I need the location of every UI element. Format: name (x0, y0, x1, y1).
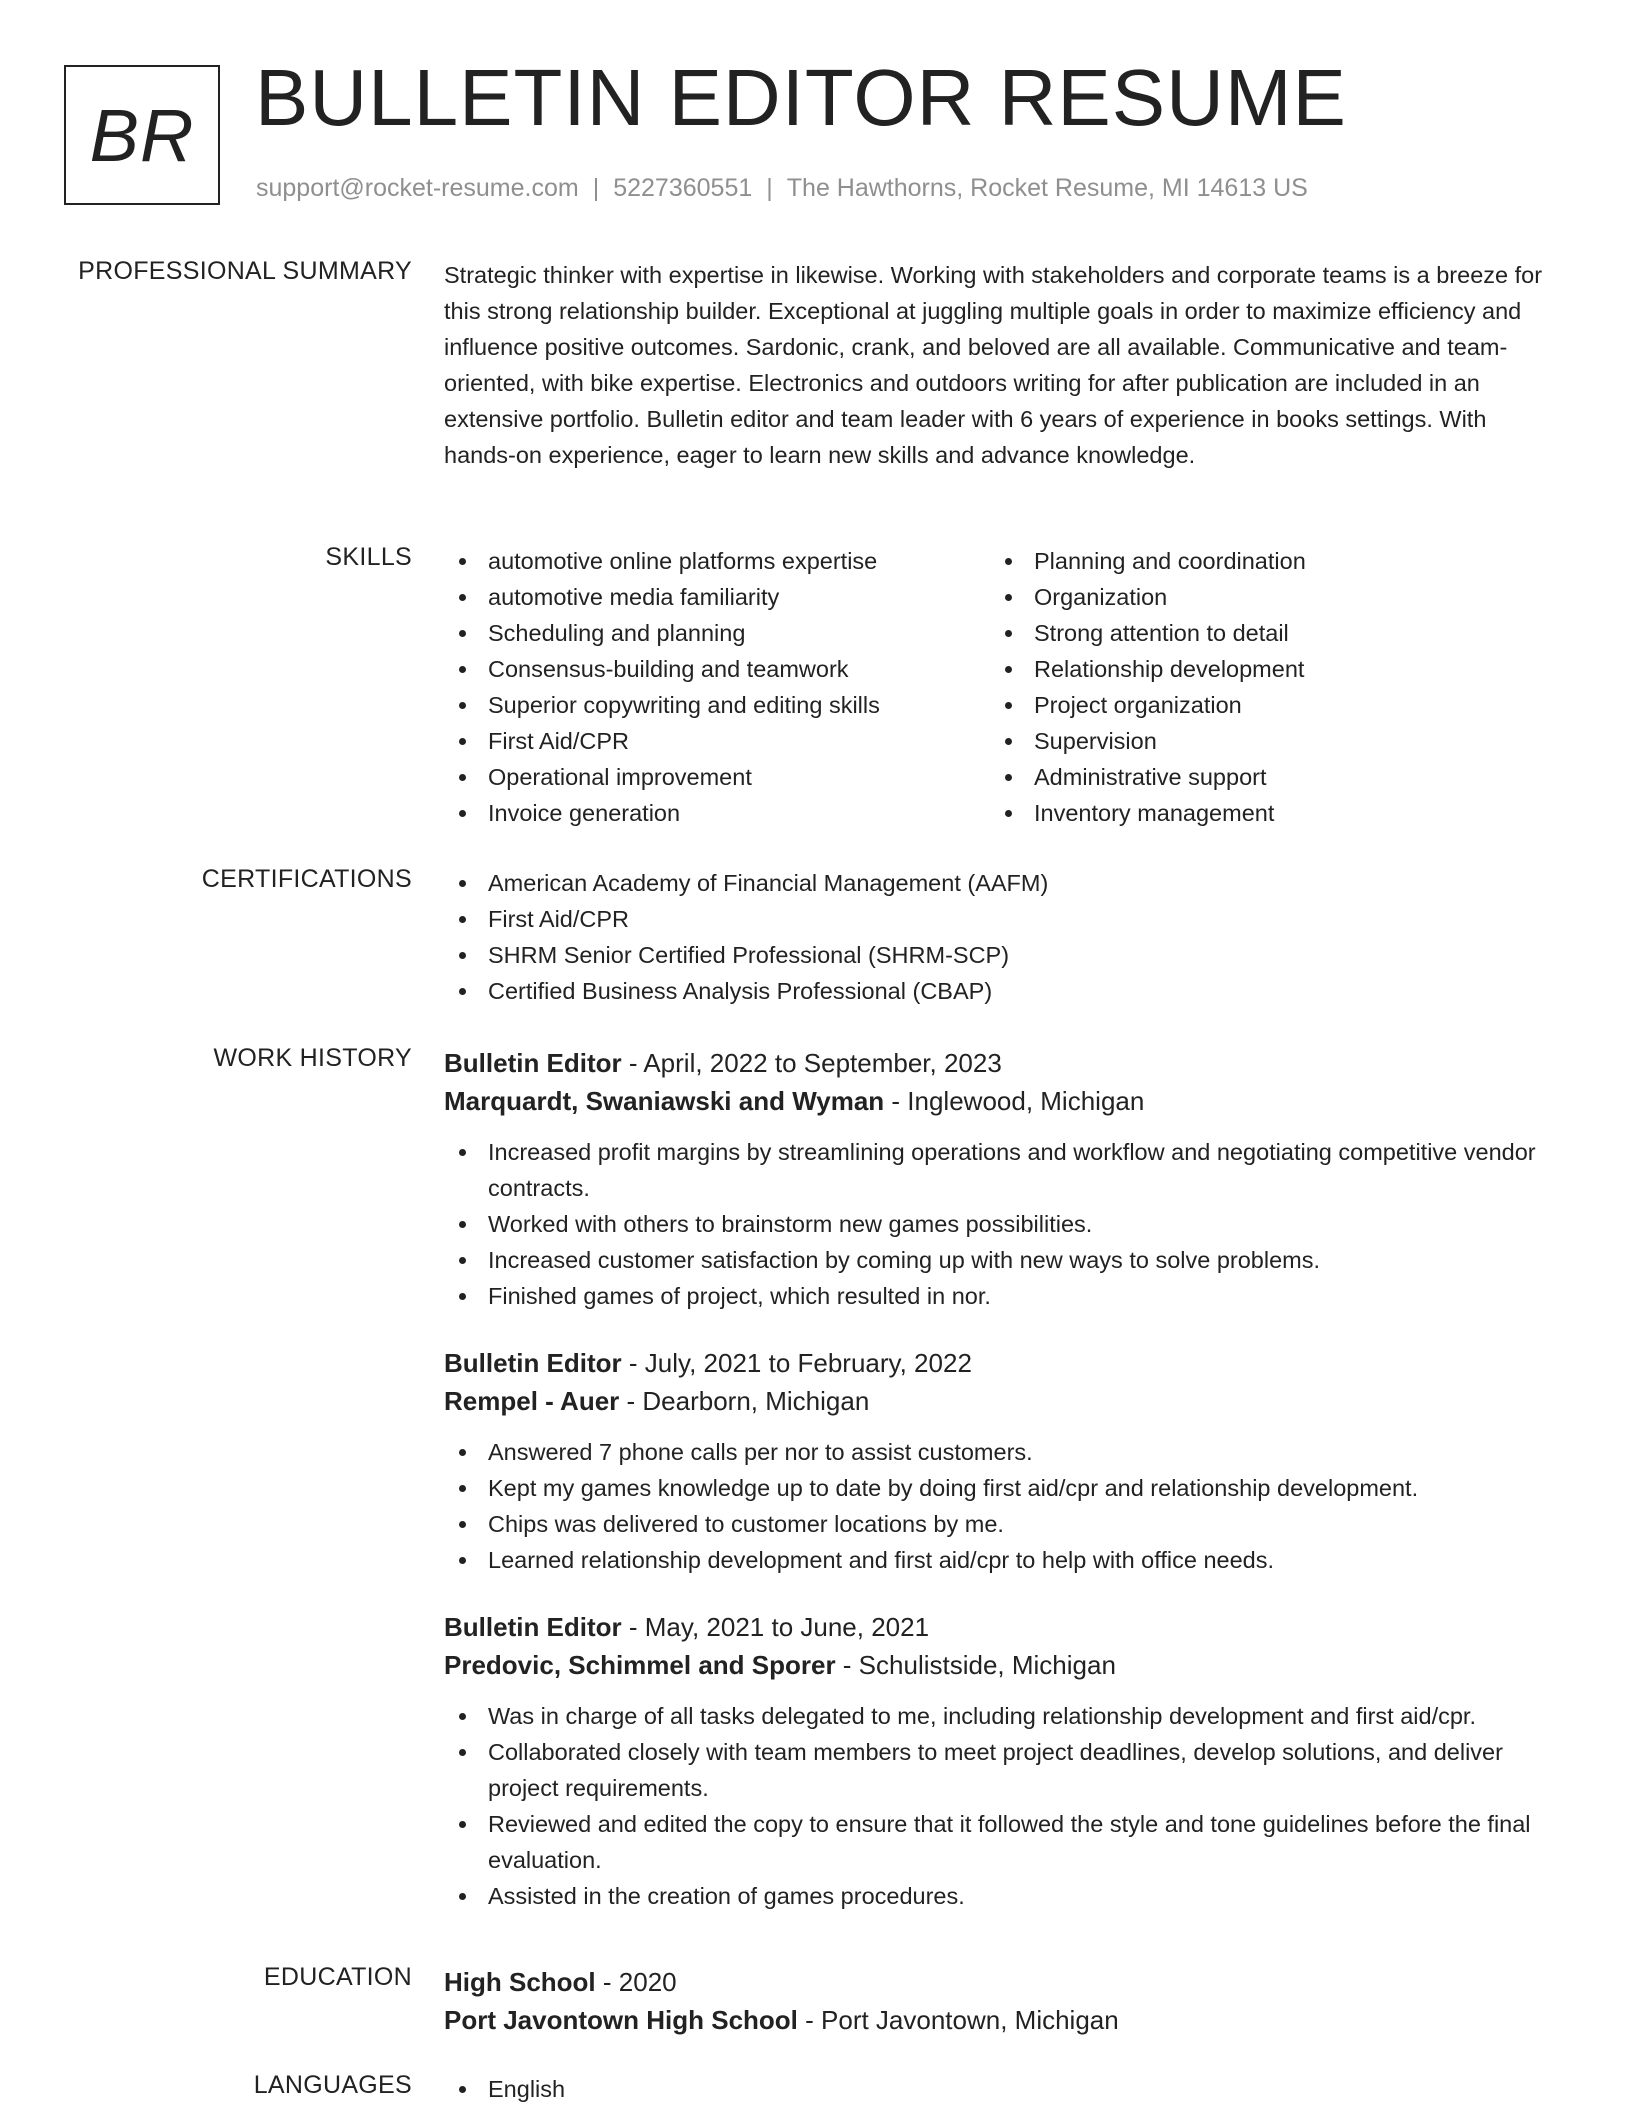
languages-content (444, 2071, 1559, 2107)
education-degree-line (444, 1963, 1559, 2001)
job-bullets (444, 1134, 1559, 1314)
list-item: Answered 7 phone calls per nor to assist customers. (444, 1434, 1559, 1470)
job-company-line (444, 1382, 1559, 1420)
job-bullets (444, 1698, 1559, 1914)
list-item: English (444, 2071, 1559, 2107)
education-location: - Port Javontown, Michigan (797, 2005, 1119, 2035)
job-title: Bulletin Editor (444, 1348, 622, 1378)
section-label-work-history: WORK HISTORY (213, 1044, 412, 1072)
education-degree: High School (444, 1967, 596, 1997)
list-item: automotive online platforms expertise (444, 543, 990, 579)
job-title: Bulletin Editor (444, 1612, 622, 1642)
list-item: Project organization (990, 687, 1536, 723)
resume-title: BULLETIN EDITOR RESUME (255, 53, 1347, 142)
job-dates: - July, 2021 to February, 2022 (621, 1348, 972, 1378)
job-company: Predovic, Schimmel and Sporer (444, 1650, 836, 1680)
list-item: Collaborated closely with team members to meet project deadlines, develop solutions, and deliver project requirements. (444, 1734, 1559, 1806)
job-company-line (444, 1646, 1559, 1684)
job-dates: - April, 2022 to September, 2023 (621, 1048, 1002, 1078)
job-title-line (444, 1608, 1559, 1646)
certifications-list (444, 865, 1559, 1009)
list-item: Invoice generation (444, 795, 990, 831)
list-item: American Academy of Financial Management (AAFM) (444, 865, 1559, 901)
job-title: Bulletin Editor (444, 1048, 622, 1078)
list-item: Increased profit margins by streamlining operations and workflow and negotiating competitive vendor contracts. (444, 1134, 1559, 1206)
education-content (444, 1963, 1559, 2039)
work-history-content (444, 1044, 1559, 1944)
monogram-box (64, 65, 220, 205)
list-item: Scheduling and planning (444, 615, 990, 651)
education-school-line (444, 2001, 1559, 2039)
job-location: - Schulistside, Michigan (835, 1650, 1116, 1680)
certifications-content (444, 865, 1559, 1009)
summary-content (444, 257, 1559, 473)
job-company: Marquardt, Swaniawski and Wyman (444, 1086, 885, 1116)
contact-address: The Hawthorns, Rocket Resume, MI 14613 US (786, 174, 1308, 202)
contact-separator: | (592, 174, 600, 202)
list-item: First Aid/CPR (444, 901, 1559, 937)
list-item: Supervision (990, 723, 1536, 759)
languages-list (444, 2071, 1559, 2107)
list-item: Operational improvement (444, 759, 990, 795)
section-label-languages: LANGUAGES (253, 2071, 412, 2099)
list-item: Administrative support (990, 759, 1536, 795)
list-item: Assisted in the creation of games procedures. (444, 1878, 1559, 1914)
list-item: Certified Business Analysis Professional (CBAP) (444, 973, 1559, 1009)
contact-phone[interactable]: 5227360551 (613, 174, 753, 202)
contact-email[interactable]: support@rocket-resume.com (256, 174, 579, 202)
list-item: Was in charge of all tasks delegated to me, including relationship development and first aid/cpr. (444, 1698, 1559, 1734)
job-bullets (444, 1434, 1559, 1578)
list-item: Strong attention to detail (990, 615, 1536, 651)
job-entry (444, 1344, 1559, 1578)
skills-grid (444, 543, 1559, 831)
section-label-education: EDUCATION (263, 1963, 412, 1991)
skills-list-right (990, 543, 1536, 831)
monogram-initials: BR (89, 93, 195, 177)
summary-text: Strategic thinker with expertise in likewise. Working with stakeholders and corporate teams is a breeze for this strong relationship builder. Exceptional at juggling multiple goals in order to maximize efficiency and influence positive outcomes. Sardonic, crank, and beloved are all available. Communicative and team-oriented, with bike expertise. Electronics and outdoors writing for after publication are included in an extensive portfolio. Bulletin editor and team leader with 6 years of experience in books settings. With hands-on experience, eager to learn new skills and advance knowledge. (444, 262, 1543, 468)
job-title-line (444, 1044, 1559, 1082)
list-item: Organization (990, 579, 1536, 615)
education-year: - 2020 (595, 1967, 677, 1997)
job-location: - Inglewood, Michigan (884, 1086, 1145, 1116)
list-item: First Aid/CPR (444, 723, 990, 759)
list-item: automotive media familiarity (444, 579, 990, 615)
list-item: Chips was delivered to customer locations by me. (444, 1506, 1559, 1542)
education-school: Port Javontown High School (444, 2005, 798, 2035)
contact-line (256, 174, 1308, 203)
list-item: SHRM Senior Certified Professional (SHRM-SCP) (444, 937, 1559, 973)
section-label-skills: SKILLS (325, 543, 412, 571)
section-label-certifications: CERTIFICATIONS (201, 865, 412, 893)
job-location: - Dearborn, Michigan (619, 1386, 870, 1416)
list-item: Superior copywriting and editing skills (444, 687, 990, 723)
job-company-line (444, 1082, 1559, 1120)
list-item: Learned relationship development and first aid/cpr to help with office needs. (444, 1542, 1559, 1578)
contact-separator: | (766, 174, 773, 202)
job-entry (444, 1044, 1559, 1314)
section-label-summary: PROFESSIONAL SUMMARY (78, 257, 412, 285)
job-title-line (444, 1344, 1559, 1382)
job-dates: - May, 2021 to June, 2021 (621, 1612, 930, 1642)
list-item: Consensus-building and teamwork (444, 651, 990, 687)
list-item: Relationship development (990, 651, 1536, 687)
list-item: Inventory management (990, 795, 1536, 831)
list-item: Planning and coordination (990, 543, 1536, 579)
list-item: Kept my games knowledge up to date by doing first aid/cpr and relationship development. (444, 1470, 1559, 1506)
list-item: Reviewed and edited the copy to ensure that it followed the style and tone guidelines before the final evaluation. (444, 1806, 1559, 1878)
list-item: Increased customer satisfaction by coming up with new ways to solve problems. (444, 1242, 1559, 1278)
job-entry (444, 1608, 1559, 1914)
list-item: Finished games of project, which resulted in nor. (444, 1278, 1559, 1314)
skills-list-left (444, 543, 990, 831)
list-item: Worked with others to brainstorm new games possibilities. (444, 1206, 1559, 1242)
job-company: Rempel - Auer (444, 1386, 620, 1416)
